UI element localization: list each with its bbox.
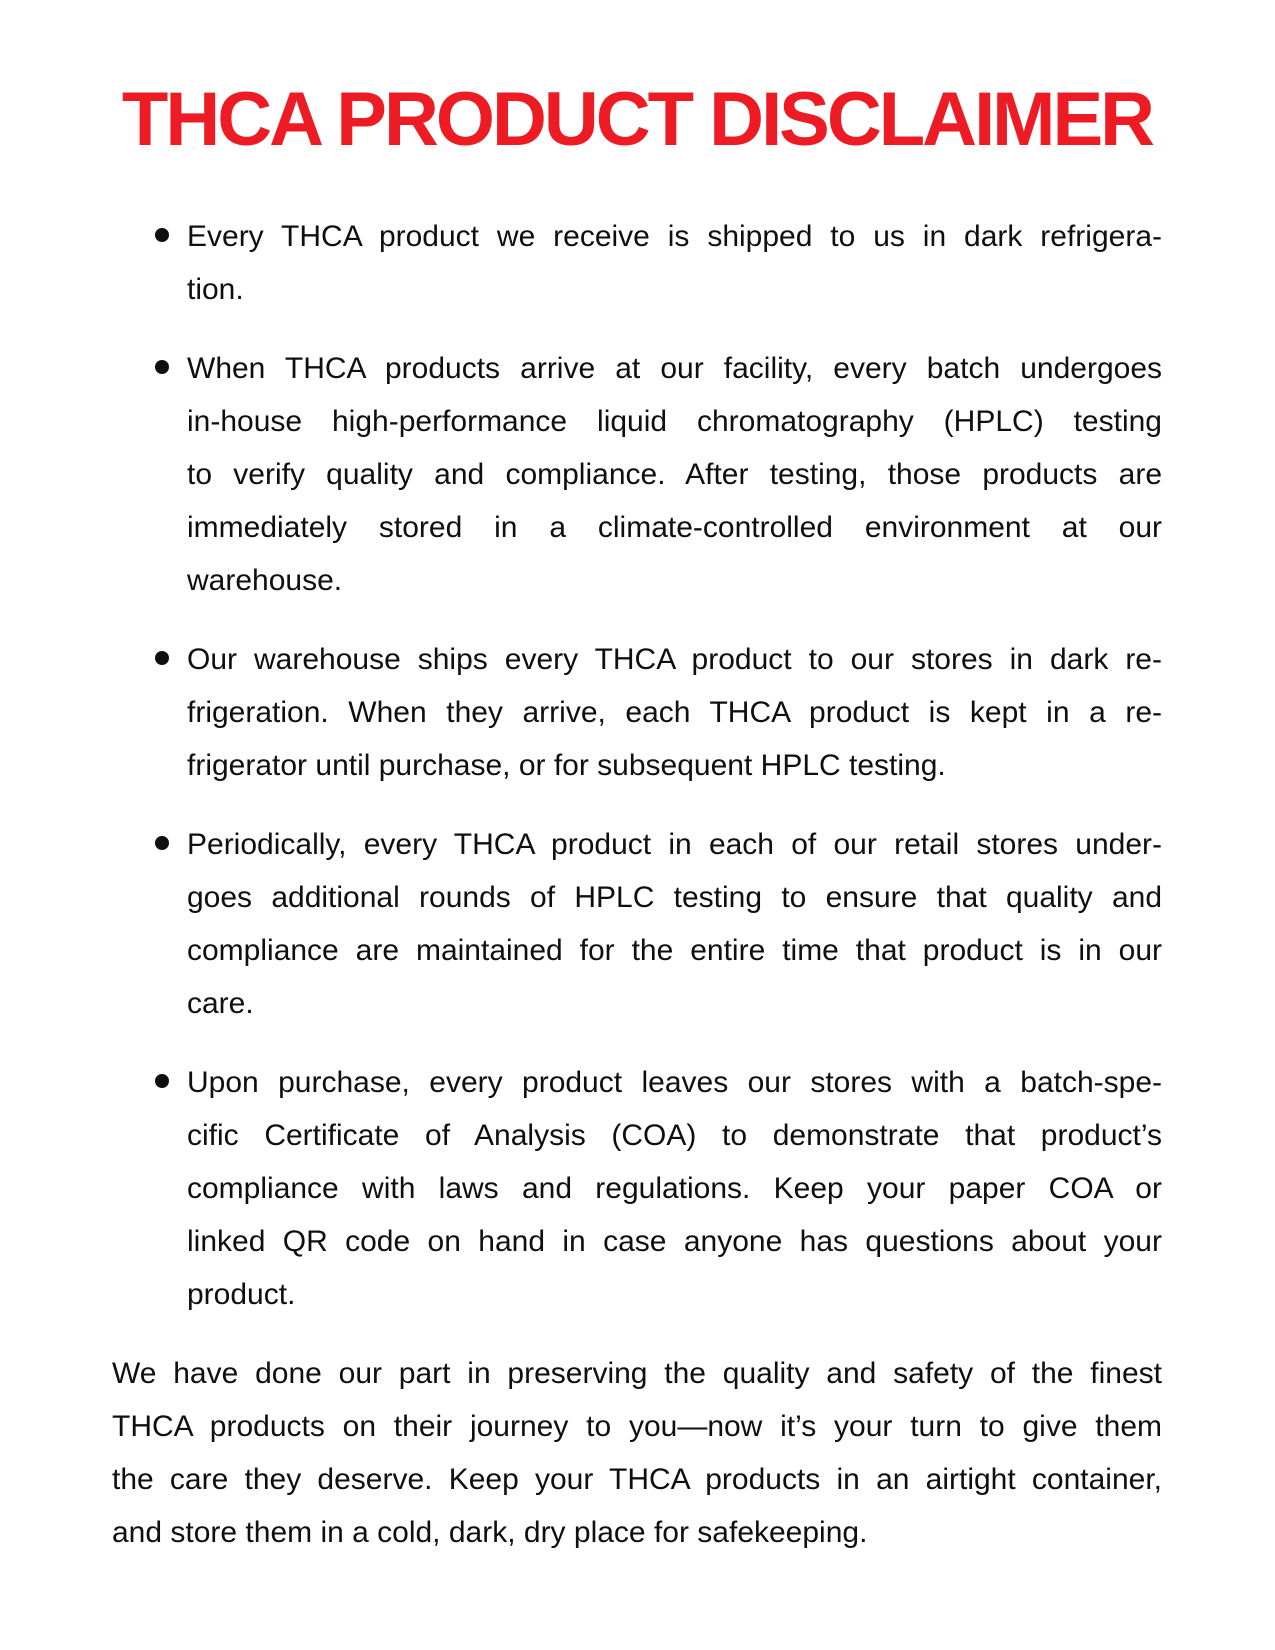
text-line: Our warehouse ships every THCA product to our stores in dark re- xyxy=(187,642,1162,676)
text-line: When THCA products arrive at our facility, every batch undergoes xyxy=(187,351,1162,385)
bullet-text xyxy=(187,633,1162,792)
text-line: We have done our part in preserving the quality and safety of the finest xyxy=(112,1356,1162,1390)
bullet-dot-icon xyxy=(155,1074,169,1088)
bullet-item xyxy=(112,210,1162,316)
bullet-text xyxy=(187,818,1162,1030)
text-line: to verify quality and compliance. After testing, those products are xyxy=(187,457,1162,491)
bullet-dot-icon xyxy=(155,228,169,242)
closing-paragraph xyxy=(112,1347,1162,1559)
text-line: compliance are maintained for the entire time that product is in our xyxy=(187,933,1162,967)
text-line: Periodically, every THCA product in each of our retail stores under- xyxy=(187,827,1162,861)
text-line: care. xyxy=(187,986,254,1020)
bullet-item xyxy=(112,1056,1162,1321)
bullet-dot-icon xyxy=(155,360,169,374)
text-line: frigeration. When they arrive, each THCA product is kept in a re- xyxy=(187,695,1162,729)
bullet-dot-icon xyxy=(155,651,169,665)
text-line: linked QR code on hand in case anyone has questions about your xyxy=(187,1224,1162,1258)
text-line: Every THCA product we receive is shipped to us in dark refrigera- xyxy=(187,219,1162,253)
text-line: in-house high-performance liquid chromatography (HPLC) testing xyxy=(187,404,1162,438)
text-line: goes additional rounds of HPLC testing to ensure that quality and xyxy=(187,880,1162,914)
text-line: product. xyxy=(187,1277,296,1311)
bullet-text xyxy=(187,342,1162,607)
text-line: Upon purchase, every product leaves our stores with a batch-spe- xyxy=(187,1065,1162,1099)
bullet-list xyxy=(112,210,1162,1321)
text-line: the care they deserve. Keep your THCA products in an airtight container, xyxy=(112,1462,1162,1496)
text-line: warehouse. xyxy=(187,563,343,597)
bullet-text xyxy=(187,210,1162,316)
bullet-item xyxy=(112,342,1162,607)
text-line: compliance with laws and regulations. Keep your paper COA or xyxy=(187,1171,1162,1205)
text-line: tion. xyxy=(187,272,244,306)
bullet-dot-icon xyxy=(155,836,169,850)
text-line: immediately stored in a climate-controlled environment at our xyxy=(187,510,1162,544)
bullet-text xyxy=(187,1056,1162,1321)
text-line: and store them in a cold, dark, dry place for safekeeping. xyxy=(112,1515,868,1549)
bullet-item xyxy=(112,818,1162,1030)
bullet-item xyxy=(112,633,1162,792)
text-line: frigerator until purchase, or for subsequent HPLC testing. xyxy=(187,748,946,782)
text-line: THCA products on their journey to you—now it’s your turn to give them xyxy=(112,1409,1162,1443)
text-line: cific Certificate of Analysis (COA) to demonstrate that product’s xyxy=(187,1118,1162,1152)
page-title: THCA PRODUCT DISCLAIMER xyxy=(121,77,1153,162)
